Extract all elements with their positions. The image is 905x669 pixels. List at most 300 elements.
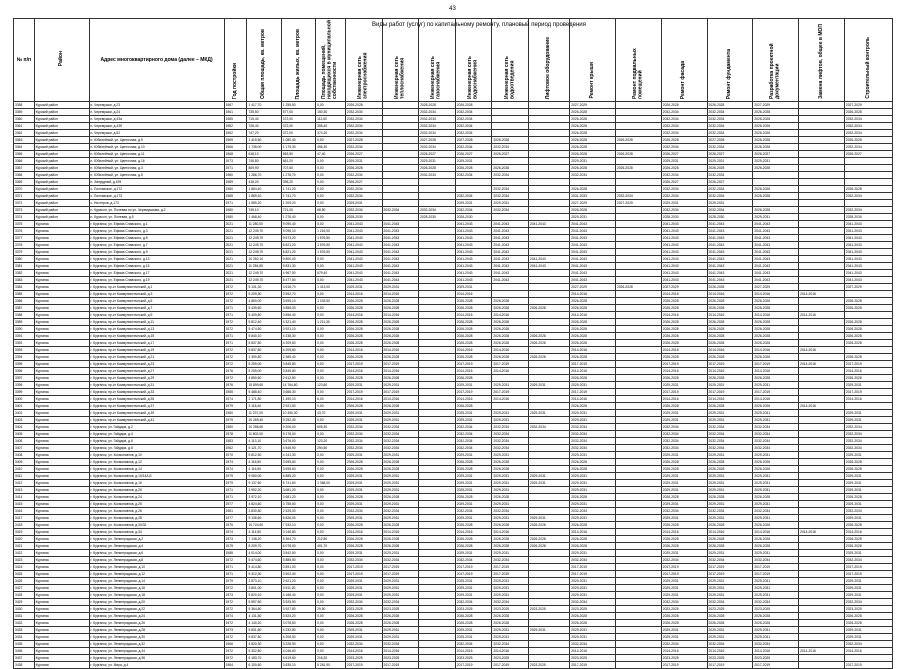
table-cell: 2029-2031	[707, 627, 753, 634]
table-cell: 2014-2016	[455, 312, 492, 319]
table-cell: 2029-2031	[661, 200, 707, 207]
table-row	[14, 193, 893, 200]
table-cell	[529, 417, 570, 424]
table-cell: 2029-2031	[455, 473, 492, 480]
table-cell	[419, 354, 456, 361]
table-cell: 1966	[224, 641, 247, 648]
table-cell: 2041-2043	[570, 235, 616, 242]
table-cell: г. Курганск, пр-кт Коммунистический, д.39	[89, 410, 224, 417]
table-cell: Курганск	[34, 662, 89, 669]
table-cell: 2026-2028	[492, 620, 529, 627]
table-cell: 112,60	[316, 116, 346, 123]
table-cell: 2017-2019	[455, 662, 492, 669]
table-cell	[529, 207, 570, 214]
table-cell	[799, 340, 845, 347]
table-cell: 2032-2034	[492, 431, 529, 438]
table-cell: 3434	[14, 634, 35, 641]
table-cell: 2041-2043	[382, 270, 419, 277]
table-cell: 2026-2028	[844, 340, 892, 347]
table-cell: 2026-2028	[707, 354, 753, 361]
table-cell: 2029-2031	[492, 473, 529, 480]
table-cell: 2014-2016	[707, 291, 753, 298]
table-cell	[382, 151, 419, 158]
table-cell	[529, 179, 570, 186]
table-cell: Курский район	[34, 165, 89, 172]
table-cell: 1 417,70	[247, 102, 281, 109]
table-cell	[419, 200, 456, 207]
table-cell: 2026-2028	[345, 375, 382, 382]
table-cell: Курганск	[34, 515, 89, 522]
table-cell: 150,30	[316, 109, 346, 116]
table-cell: г. Курганск, ул. Космонавтов, д.20	[89, 487, 224, 494]
table-cell: 605,30	[316, 424, 346, 431]
table-cell: 2029-2031	[661, 592, 707, 599]
table-cell: 2041-2043	[345, 263, 382, 270]
table-cell: 1979	[224, 403, 247, 410]
table-cell: 2032-2034	[345, 438, 382, 445]
table-cell	[529, 186, 570, 193]
table-row	[14, 620, 893, 627]
table-cell: 5 364,70	[281, 536, 315, 543]
table-cell: 2026-2028	[570, 130, 616, 137]
table-cell: 2032-2034	[844, 130, 892, 137]
table-cell	[382, 144, 419, 151]
table-cell: 2032-2034	[844, 445, 892, 452]
table-cell: 3391	[14, 333, 35, 340]
table-cell: 4 824,60	[247, 501, 281, 508]
table-cell: 2029-2031	[570, 501, 616, 508]
table-cell: 2032-2034	[844, 207, 892, 214]
table-cell: 11 254,80	[247, 263, 281, 270]
table-cell: 2041-2043	[661, 256, 707, 263]
table-row	[14, 424, 893, 431]
table-cell	[799, 431, 845, 438]
table-cell	[799, 634, 845, 641]
table-cell	[844, 347, 892, 354]
table-cell	[419, 242, 456, 249]
table-cell: 3425	[14, 571, 35, 578]
table-cell: 2041-2043	[707, 228, 753, 235]
table-cell	[799, 235, 845, 242]
table-cell: 3373	[14, 207, 35, 214]
table-cell: 3416	[14, 508, 35, 515]
table-cell: 2032-2034	[382, 508, 419, 515]
table-cell: 2023-2025	[707, 606, 753, 613]
table-cell: 2032-2034	[345, 207, 382, 214]
table-cell: г. Курганск, ул. Космонавтов, д.14	[89, 466, 224, 473]
table-cell: 2029-2031	[382, 417, 419, 424]
table-cell	[529, 347, 570, 354]
table-cell	[492, 130, 529, 137]
table-cell	[615, 606, 661, 613]
table-cell: 2029-2031	[492, 578, 529, 585]
table-cell: 1978	[224, 431, 247, 438]
table-cell: г. Курганск, ул. Ефима Славского, д.9	[89, 249, 224, 256]
table-cell: 2041-2043	[382, 277, 419, 284]
table-cell	[419, 501, 456, 508]
table-cell: 372,00	[281, 123, 315, 130]
table-cell: 2041-2043	[661, 228, 707, 235]
table-cell: Курский район	[34, 130, 89, 137]
table-cell: 2041-2043	[529, 221, 570, 228]
table-cell: 2026-2028	[345, 466, 382, 473]
table-cell: 2014-2016	[382, 529, 419, 536]
table-cell	[529, 368, 570, 375]
table-cell	[492, 284, 529, 291]
table-cell	[419, 452, 456, 459]
table-cell: 2032-2034	[707, 116, 753, 123]
table-cell: 2029-2031	[345, 585, 382, 592]
table-cell: 2029-2031	[844, 487, 892, 494]
table-cell: 2029-2031	[492, 592, 529, 599]
table-cell: 2026-2027	[753, 151, 799, 158]
table-cell: 0,00	[316, 256, 346, 263]
table-cell: 3 695,60	[281, 466, 315, 473]
table-cell: 2017-2019	[570, 361, 616, 368]
table-cell: 2032-2034	[570, 508, 616, 515]
table-cell: 2032-2034	[661, 431, 707, 438]
table-cell: 1 869,10	[247, 193, 281, 200]
table-cell: 0,00	[316, 494, 346, 501]
table-cell	[799, 368, 845, 375]
table-cell: 2026-2028	[492, 494, 529, 501]
table-cell: 2029-2031	[382, 473, 419, 480]
table-cell: 1975	[224, 543, 247, 550]
table-cell	[419, 564, 456, 571]
table-cell: 2014-2016	[661, 396, 707, 403]
table-cell: 9 673,20	[281, 235, 315, 242]
col-header-basement: Ремонт подвальных помещений	[615, 19, 661, 102]
table-cell: 0,00	[316, 571, 346, 578]
table-cell: 1972	[224, 585, 247, 592]
table-cell: г. Курганск, ул. Ефима Славского, д.5	[89, 235, 224, 242]
table-cell	[382, 130, 419, 137]
table-cell: 2026-2028	[844, 459, 892, 466]
table-cell: 2029-2031	[492, 410, 529, 417]
table-cell: 3381	[14, 263, 35, 270]
table-row	[14, 606, 893, 613]
table-cell: 2026-2028	[844, 333, 892, 340]
table-cell: 2014-2016	[661, 529, 707, 536]
table-cell: 2041-2043	[707, 242, 753, 249]
table-row	[14, 165, 893, 172]
table-cell: 2032-2034	[707, 207, 753, 214]
table-cell: 4 168,40	[281, 592, 315, 599]
table-cell: 4 116,50	[247, 466, 281, 473]
table-cell: 1 205,20	[281, 200, 315, 207]
table-cell	[615, 270, 661, 277]
table-cell: 2027-2028	[345, 137, 382, 144]
table-cell: 3 801,00	[247, 585, 281, 592]
table-cell: 2026-2028	[753, 109, 799, 116]
table-cell: 2014-2016	[570, 368, 616, 375]
table-cell: 2017-2019	[382, 564, 419, 571]
table-cell: 1972	[224, 599, 247, 606]
table-cell: 2041-2043	[844, 242, 892, 249]
table-cell: 3 856,00	[281, 305, 315, 312]
table-cell: 2026-2028	[570, 319, 616, 326]
table-cell: 735,50	[247, 109, 281, 116]
table-cell: 3435	[14, 641, 35, 648]
table-cell: 4 238,30	[281, 333, 315, 340]
table-cell: 3413	[14, 487, 35, 494]
table-cell: г. Курганск, ул. Ефима Славского, д.7	[89, 242, 224, 249]
table-cell	[615, 557, 661, 564]
table-cell	[529, 144, 570, 151]
table-cell: 2041-2043	[844, 256, 892, 263]
table-cell	[529, 494, 570, 501]
table-cell: 2029-2031	[345, 417, 382, 424]
table-cell	[799, 662, 845, 669]
table-cell: 2041-2043	[382, 249, 419, 256]
table-cell	[419, 585, 456, 592]
table-cell: 2026-2028	[753, 123, 799, 130]
table-cell: 2032-2034	[753, 424, 799, 431]
table-cell: Курский район	[34, 200, 89, 207]
table-cell: 3393	[14, 347, 35, 354]
table-cell: 2032-2034	[844, 557, 892, 564]
table-cell: 3428	[14, 592, 35, 599]
table-cell	[419, 494, 456, 501]
table-cell: 2026-2028	[615, 137, 661, 144]
table-cell: 2029-2031	[753, 382, 799, 389]
table-cell: 0,00	[316, 557, 346, 564]
table-cell: г. Курганск, ул. Гайдара, д.2	[89, 424, 224, 431]
table-cell	[419, 480, 456, 487]
table-cell: 2026-2028	[570, 123, 616, 130]
table-cell: 1 413,00	[316, 284, 346, 291]
table-cell: 2032-2034	[753, 641, 799, 648]
table-cell	[492, 214, 529, 221]
table-cell	[615, 186, 661, 193]
table-cell: 2041-2043	[844, 235, 892, 242]
table-cell: 2032-2034	[615, 193, 661, 200]
table-cell: 2026-2028	[753, 620, 799, 627]
table-cell: 2029-2031	[661, 487, 707, 494]
table-cell: 2026-2028	[529, 354, 570, 361]
table-cell: 2029-2031	[382, 452, 419, 459]
table-cell: 2017-2019	[455, 571, 492, 578]
table-cell: 0,00	[316, 375, 346, 382]
table-cell	[419, 284, 456, 291]
table-cell: 418,20	[247, 179, 281, 186]
col-header-sewer: Инженерная сеть водоотведения	[492, 19, 529, 102]
table-cell: 2041-2043	[753, 221, 799, 228]
table-cell: 2029-2031	[844, 578, 892, 585]
table-cell: 2029-2031	[707, 200, 753, 207]
table-cell: 2032-2034	[707, 130, 753, 137]
table-cell	[419, 305, 456, 312]
table-cell: 2026-2028	[570, 340, 616, 347]
table-cell	[419, 382, 456, 389]
table-cell: Курский район	[34, 137, 89, 144]
table-cell: 2041-2043	[661, 221, 707, 228]
table-cell: 2026-2028	[455, 375, 492, 382]
table-cell: Курганск	[34, 571, 89, 578]
table-cell: 2032-2034	[345, 508, 382, 515]
table-row	[14, 410, 893, 417]
table-cell: 2029-2031	[753, 501, 799, 508]
table-cell: 2014-2016	[753, 648, 799, 655]
table-cell: 2032-2034	[570, 172, 616, 179]
table-cell	[799, 522, 845, 529]
table-row	[14, 186, 893, 193]
table-cell: 0,00	[316, 389, 346, 396]
table-cell	[615, 634, 661, 641]
table-cell: 2029-2031	[844, 452, 892, 459]
table-cell	[799, 417, 845, 424]
table-cell	[382, 165, 419, 172]
table-cell: 2029-2031	[753, 158, 799, 165]
table-cell	[529, 270, 570, 277]
table-cell: 2026-2028	[570, 375, 616, 382]
table-cell: 2032-2034	[844, 508, 892, 515]
table-row	[14, 382, 893, 389]
table-cell: 3410	[14, 466, 35, 473]
table-cell: 0,00	[316, 305, 346, 312]
table-cell: 0,00	[316, 508, 346, 515]
table-cell: г. Курганск, ул. Космонавтов, д.30/32	[89, 522, 224, 529]
table-cell: 1 175,30	[281, 144, 315, 151]
table-cell	[799, 620, 845, 627]
table-cell: 2032-2034	[455, 508, 492, 515]
table-cell: 2017-2019	[661, 564, 707, 571]
table-cell	[419, 277, 456, 284]
table-cell: 4 321,40	[281, 319, 315, 326]
table-cell: 3 078,60	[281, 620, 315, 627]
col-header-year: Год постройки	[224, 19, 247, 102]
table-cell: 2041-2043	[661, 242, 707, 249]
table-cell	[419, 249, 456, 256]
table-row	[14, 564, 893, 571]
table-cell: 2027-2028	[455, 137, 492, 144]
table-cell: 2029-2031	[753, 487, 799, 494]
table-cell	[799, 200, 845, 207]
table-cell: 2017-2019	[455, 564, 492, 571]
table-cell: 2029-2031	[529, 627, 570, 634]
table-cell	[799, 333, 845, 340]
table-cell	[615, 459, 661, 466]
table-cell: 2017-2019	[345, 662, 382, 669]
table-cell	[615, 515, 661, 522]
table-cell: 3372	[14, 200, 35, 207]
table-cell: 5 840,10	[247, 333, 281, 340]
table-cell: 2032-2034	[844, 438, 892, 445]
table-cell: 12 249,70	[247, 228, 281, 235]
table-cell: 1972	[224, 655, 247, 662]
table-cell: 2017-2019	[844, 662, 892, 669]
table-cell: 3386	[14, 298, 35, 305]
table-cell: 2026-2028	[753, 543, 799, 550]
table-cell	[615, 648, 661, 655]
table-cell: 2041-2043	[753, 277, 799, 284]
table-cell: 618,10	[247, 151, 281, 158]
table-cell: 2017-2019	[345, 571, 382, 578]
table-cell: 43,70	[316, 410, 346, 417]
table-cell: 2029-2031	[345, 200, 382, 207]
table-cell: 2017-2019	[753, 662, 799, 669]
table-cell: 2032-2034	[455, 445, 492, 452]
table-cell: 3437	[14, 655, 35, 662]
table-cell: 2029-2031	[455, 585, 492, 592]
table-cell: 0,00	[316, 193, 346, 200]
table-cell: 2029-2031	[707, 585, 753, 592]
table-cell	[492, 291, 529, 298]
table-cell: 2029-2031	[570, 410, 616, 417]
table-cell: 2032-2034	[707, 431, 753, 438]
table-cell: 2029-2031	[570, 515, 616, 522]
table-cell: 4 116,50	[247, 459, 281, 466]
table-cell	[419, 438, 456, 445]
table-cell: 2023-2025	[753, 655, 799, 662]
table-cell	[529, 298, 570, 305]
table-cell: 0,00	[316, 263, 346, 270]
table-cell: 5 837,80	[247, 347, 281, 354]
table-cell: г. Курганск, пр-кт Коммунистический, д.35	[89, 396, 224, 403]
table-cell: 2 385,40	[281, 354, 315, 361]
table-cell: 2041-2043	[844, 249, 892, 256]
table-cell: 2026-2028	[345, 340, 382, 347]
table-cell	[615, 403, 661, 410]
table-cell: 2032-2034	[455, 599, 492, 606]
table-cell: 2032-2034	[345, 116, 382, 123]
table-cell: 2026-2028	[844, 466, 892, 473]
table-cell: 9 206,00	[281, 424, 315, 431]
table-cell: 2026-2028	[707, 284, 753, 291]
table-cell: 1 589,20	[247, 200, 281, 207]
table-cell	[799, 298, 845, 305]
table-cell: 2017-2019	[707, 389, 753, 396]
table-cell: 5 131,30	[247, 284, 281, 291]
table-cell: 5 474,60	[247, 557, 281, 564]
table-cell: 2029-2031	[529, 515, 570, 522]
table-cell: Курганск	[34, 361, 89, 368]
table-cell: с. Полтавское, д.172	[89, 186, 224, 193]
table-cell: 3404	[14, 424, 35, 431]
table-cell: 2032-2034	[570, 438, 616, 445]
table-cell: 2026-2028	[753, 298, 799, 305]
table-cell: 5 820,10	[247, 592, 281, 599]
table-cell	[844, 200, 892, 207]
table-cell: 0,00	[316, 627, 346, 634]
table-cell: 2041-2043	[382, 221, 419, 228]
table-cell: 2026-2028	[345, 165, 382, 172]
table-cell: 0,00	[316, 312, 346, 319]
table-cell	[419, 256, 456, 263]
table-cell: 9 090,40	[281, 221, 315, 228]
table-cell: 2032-2034	[492, 172, 529, 179]
table-cell	[529, 403, 570, 410]
table-cell	[799, 410, 845, 417]
col-header-municipal-area: Площадь помещений, находящихся в муниципальной собственности	[316, 19, 346, 102]
table-cell: 1980	[224, 172, 247, 179]
table-cell	[799, 326, 845, 333]
table-cell: 2029-2031	[753, 452, 799, 459]
table-cell: 2032-2034	[570, 424, 616, 431]
table-cell: Курганск	[34, 347, 89, 354]
table-cell: 0,00	[316, 634, 346, 641]
table-cell: 2026-2028	[570, 305, 616, 312]
table-cell: 2029-2031	[661, 550, 707, 557]
table-cell: 2029-2031	[707, 410, 753, 417]
table-cell: 2014-2016	[455, 291, 492, 298]
table-cell: 1974	[224, 459, 247, 466]
table-cell: 2014-2016	[382, 312, 419, 319]
table-cell: 2041-2043	[707, 277, 753, 284]
table-cell: 2041-2043	[707, 256, 753, 263]
table-cell: 2026-2028	[661, 326, 707, 333]
table-cell: г. Курганск, пр-кт Коммунистический, д.21	[89, 354, 224, 361]
